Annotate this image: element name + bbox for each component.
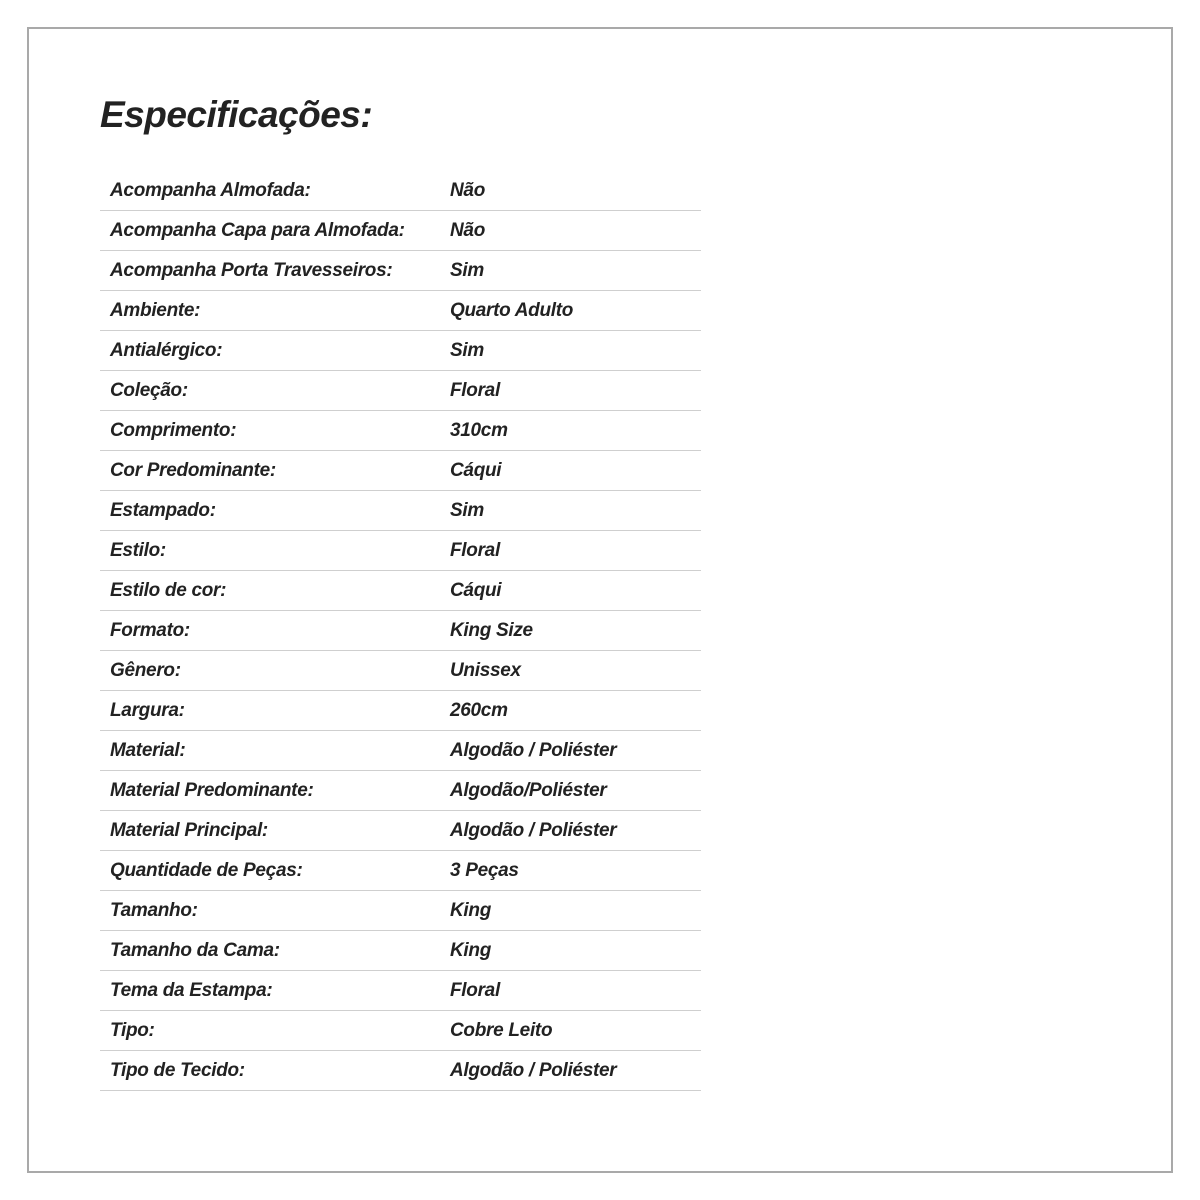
spec-value: Sim xyxy=(450,339,484,361)
spec-value: Algodão / Poliéster xyxy=(450,1059,617,1081)
spec-label: Tamanho da Cama: xyxy=(110,939,280,961)
spec-label: Antialérgico: xyxy=(110,339,223,361)
spec-row xyxy=(100,811,701,851)
spec-label: Gênero: xyxy=(110,659,181,681)
spec-value: 3 Peças xyxy=(450,859,519,881)
spec-row xyxy=(100,171,701,211)
spec-label: Largura: xyxy=(110,699,185,721)
spec-row xyxy=(100,531,701,571)
spec-value: Algodão/Poliéster xyxy=(450,779,607,801)
spec-row xyxy=(100,731,701,771)
spec-value: Cáqui xyxy=(450,579,502,601)
spec-label: Comprimento: xyxy=(110,419,237,441)
spec-label: Coleção: xyxy=(110,379,188,401)
spec-label: Formato: xyxy=(110,619,190,641)
spec-row xyxy=(100,1011,701,1051)
spec-value: Algodão / Poliéster xyxy=(450,819,617,841)
spec-value: Unissex xyxy=(450,659,521,681)
spec-label: Acompanha Almofada: xyxy=(110,179,311,201)
spec-label: Material Predominante: xyxy=(110,779,314,801)
spec-row xyxy=(100,771,701,811)
spec-label: Estilo de cor: xyxy=(110,579,227,601)
spec-label: Acompanha Capa para Almofada: xyxy=(110,219,405,241)
specifications-table xyxy=(100,171,701,1091)
spec-row xyxy=(100,891,701,931)
spec-label: Quantidade de Peças: xyxy=(110,859,303,881)
spec-value: Floral xyxy=(450,539,500,561)
page-title: Especificações: xyxy=(100,94,373,135)
spec-label: Cor Predominante: xyxy=(110,459,276,481)
spec-value: Algodão / Poliéster xyxy=(450,739,617,761)
spec-value: Sim xyxy=(450,259,484,281)
spec-row xyxy=(100,851,701,891)
spec-value: 260cm xyxy=(450,699,508,721)
spec-label: Tamanho: xyxy=(110,899,198,921)
spec-value: 310cm xyxy=(450,419,508,441)
spec-row xyxy=(100,571,701,611)
spec-value: Floral xyxy=(450,379,500,401)
spec-row xyxy=(100,371,701,411)
spec-label: Tema da Estampa: xyxy=(110,979,273,1001)
spec-row xyxy=(100,251,701,291)
spec-value: Quarto Adulto xyxy=(450,299,574,321)
spec-row xyxy=(100,1051,701,1091)
spec-value: Sim xyxy=(450,499,484,521)
spec-row xyxy=(100,691,701,731)
spec-row xyxy=(100,651,701,691)
spec-value: Não xyxy=(450,179,485,201)
spec-label: Estilo: xyxy=(110,539,166,561)
spec-value: Não xyxy=(450,219,485,241)
spec-value: King xyxy=(450,899,492,921)
spec-row xyxy=(100,291,701,331)
spec-row xyxy=(100,411,701,451)
spec-label: Material Principal: xyxy=(110,819,268,841)
spec-value: King xyxy=(450,939,492,961)
spec-row xyxy=(100,331,701,371)
spec-row xyxy=(100,931,701,971)
spec-label: Estampado: xyxy=(110,499,216,521)
spec-row xyxy=(100,611,701,651)
spec-label: Material: xyxy=(110,739,186,761)
spec-label: Tipo de Tecido: xyxy=(110,1059,245,1081)
spec-value: Floral xyxy=(450,979,500,1001)
spec-value: Cobre Leito xyxy=(450,1019,553,1041)
spec-row xyxy=(100,451,701,491)
spec-label: Acompanha Porta Travesseiros: xyxy=(110,259,393,281)
spec-row xyxy=(100,971,701,1011)
spec-label: Tipo: xyxy=(110,1019,155,1041)
spec-label: Ambiente: xyxy=(110,299,201,321)
spec-value: King Size xyxy=(450,619,533,641)
spec-row xyxy=(100,211,701,251)
spec-value: Cáqui xyxy=(450,459,502,481)
spec-row xyxy=(100,491,701,531)
